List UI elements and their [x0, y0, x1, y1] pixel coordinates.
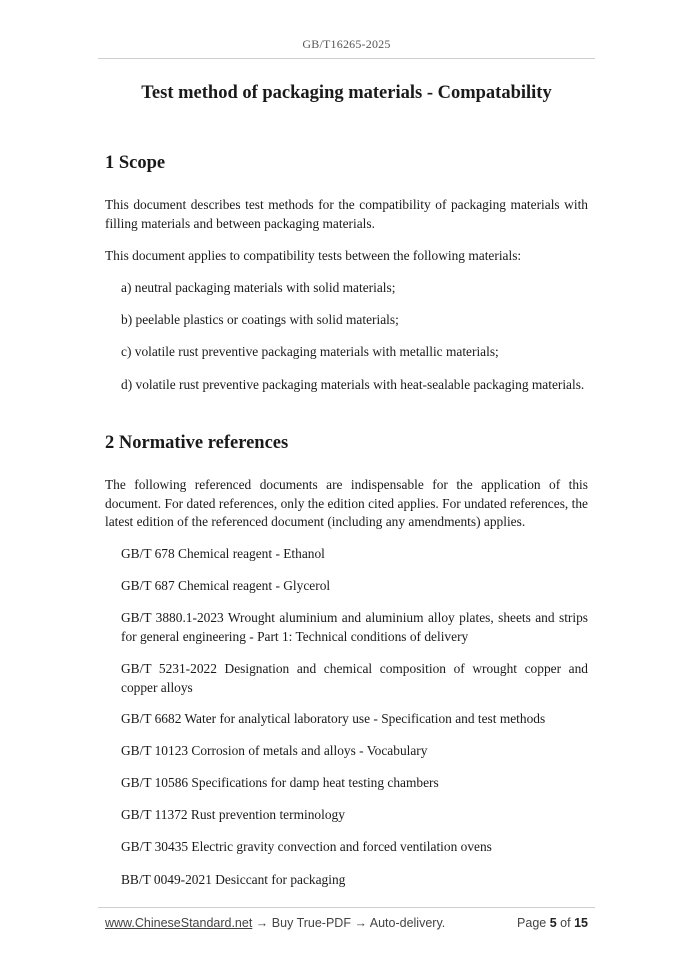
site-link[interactable]: www.ChineseStandard.net: [105, 916, 253, 930]
reference-item: GB/T 678 Chemical reagent - Ethanol: [121, 546, 325, 561]
scope-item-a: a) neutral packaging materials with solid materials;: [121, 280, 396, 295]
reference-item: GB/T 10123 Corrosion of metals and alloys - Vocabulary: [121, 743, 428, 758]
footer-links: [105, 916, 445, 930]
page-footer: [105, 916, 588, 934]
reference-item: GB/T 5231-2022 Designation and chemical composition of wrought copper and copper alloys: [121, 661, 588, 695]
page-label: Page: [517, 916, 547, 930]
section-heading-scope: 1 Scope: [105, 153, 166, 173]
reference-item: GB/T 30435 Electric gravity convection and forced ventilation ovens: [121, 839, 492, 854]
page-indicator: [517, 916, 588, 930]
arrow-right-icon: →: [255, 916, 269, 930]
footer-divider: [98, 907, 595, 908]
reference-item: GB/T 6682 Water for analytical laboratory use - Specification and test methods: [121, 711, 546, 726]
of-label: of: [560, 916, 571, 930]
reference-item: GB/T 11372 Rust prevention terminology: [121, 807, 345, 822]
header-standard-code: GB/T16265-2025: [302, 37, 391, 51]
page-current: 5: [549, 916, 557, 930]
scope-item-c: c) volatile rust preventive packaging materials with metallic materials;: [121, 344, 499, 359]
scope-item-d: d) volatile rust preventive packaging materials with heat-sealable packaging materials.: [121, 377, 585, 392]
section-heading-normative-references: 2 Normative references: [105, 433, 289, 453]
scope-paragraph-2: This document applies to compatibility tests between the following materials:: [105, 248, 522, 263]
reference-item: GB/T 3880.1-2023 Wrought aluminium and aluminium alloy plates, sheets and strips for general engineering - Part 1: Technical conditions of delivery: [121, 610, 588, 644]
header-divider: [98, 58, 595, 59]
normative-paragraph-1: The following referenced documents are indispensable for the application of this document. For dated references, only the edition cited applies. For undated references, the latest edition of the referenced document (including any amendments) applies.: [105, 477, 588, 529]
page-total: 15: [574, 916, 588, 930]
reference-item: GB/T 10586 Specifications for damp heat testing chambers: [121, 775, 439, 790]
scope-paragraph-1: This document describes test methods for the compatibility of packaging materials with filling materials and between packaging materials.: [105, 197, 588, 231]
buy-pdf-text: Buy True-PDF: [271, 916, 351, 930]
arrow-right-icon: →: [354, 916, 367, 930]
auto-delivery-text: Auto-delivery.: [369, 916, 446, 930]
reference-item: BB/T 0049-2021 Desiccant for packaging: [121, 872, 346, 887]
reference-item: GB/T 687 Chemical reagent - Glycerol: [121, 578, 331, 593]
document-title: Test method of packaging materials - Compatability: [141, 83, 552, 103]
scope-item-b: b) peelable plastics or coatings with solid materials;: [121, 312, 399, 327]
